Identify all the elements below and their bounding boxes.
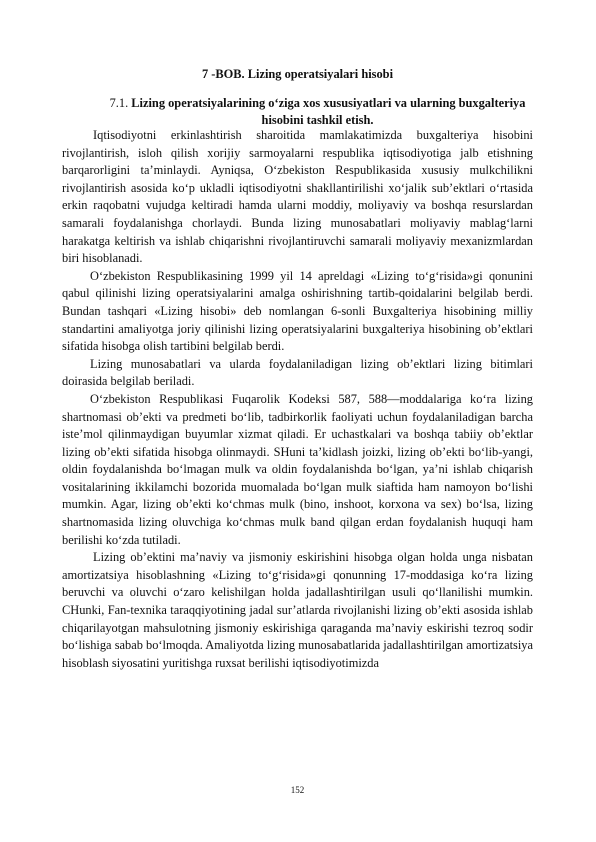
paragraph-3: Lizing munosabatlari va ularda foydalaniladigan lizing ob’ektlari lizing bitimlari doirasida belgilab beriladi. — [62, 356, 533, 389]
body-text — [62, 127, 533, 672]
section-heading — [102, 95, 533, 129]
paragraph-1: Iqtisodiyotni erkinlashtirish sharoitida mamlakatimizda buxgalteriya hisobini rivojlantirish, isloh qilish xorijiy sarmoyalarni respublika iqtisodiyotiga jalb etishning barqarorligini ta’minlaydi. Ayniqsa, O‘zbekiston Respublikasida xususiy mulkchilikni rivojlantirish asosida ko‘p ukladli iqtisodiyotni shakllantirilishi xo‘jalik sub’ektlari o‘rtasida erkin raqobatni vujudga keltiradi hamda ularni moddiy, moliyaviy va boshqa resurslardan samarali foydalanishga chorlaydi. Bunda lizing munosabatlari moliyaviy mablag‘larni harakatga keltirish va ishlab chiqarishni rivojlantiruvchi samarali moliyaviy mexanizmlardan biri hisoblanadi. — [62, 128, 533, 266]
document-page — [62, 0, 533, 842]
paragraph-5: Lizing ob’ektini ma’naviy va jismoniy eskirishini hisobga olgan holda unga nisbatan amortizatsiya hisoblashning «Lizing to‘g‘risida»gi qonunning 17-moddasiga ko‘ra lizing beruvchi va oluvchi o‘zaro kelishilgan holda jadallashtirilgan usuli qo‘llanilishi mumkin. CHunki, Fan-texnika taraqqiyotining jadal sur’atlarda rivojlanishi lizing ob’ekti asosida ishlab chiqarilayotgan mahsulotning jismoniy eskirishiga qaraganda ma’naviy eskirishi tezroq sodir bo‘lishiga sabab bo‘lmoqda. Amaliyotda lizing munosabatlarida jadallashtirilgan amortizatsiya hisoblash siyosatini yuritishga ruxsat berilishi iqtisodiyotimizda — [62, 550, 533, 670]
chapter-title: 7 -BOB. Lizing operatsiyalari hisobi — [201, 67, 394, 81]
section-number: 7.1. — [109, 96, 132, 110]
paragraph-2: O‘zbekiston Respublikasining 1999 yil 14 apreldagi «Lizing to‘g‘risida»gi qonunini qabul qilinishi lizing operatsiyalarini amalga oshirishning tartib-qoidalarini belgilab berdi. Bundan tashqari «Lizing hisobi» deb nomlangan 6-sonli Buxgalteriya hisobining milliy standartini amaliyotga joriy qilinishi lizing operatsiyalarini buxgalteriya hisobining ob’ektlari sifatida hisobga olish tartibini belgilab berdi. — [62, 268, 533, 354]
paragraph-4: O‘zbekiston Respublikasi Fuqarolik Kodeksi 587, 588—moddalariga ko‘ra lizing shartnomasi ob’ekti va predmeti bo‘lib, tadbirkorlik faoliyati uchun foydalaniladigan barcha iste’mol qilinmaydigan buyumlar xizmat qiladi. Er uchastkalari va boshqa tabiiy ob’ektlar lizing ob’ekti sifatida hisobga olinmaydi. SHuni ta’kidlash joizki, lizing ob’ekti bo‘lib-yangi, oldin foydalanishda bo‘lmagan mulk va oldin foydalanishda bo‘lgan, ya’ni ishlab chiqarish vositalarining ikkilamchi bozorida muomalada bo‘lgan mulk siaftida ham namoyon bo‘lishi mumkin. Agar, lizing ob’ekti ko‘chmas mulk (bino, inshoot, korxona va sex) bo‘lsa, lizing shartnomasida lizing oluvchiga ko‘chmas mulk band qilgan erdan foydalanish huquqi ham berilishi ko‘zda tutiladi. — [62, 391, 533, 547]
page-number: 152 — [290, 785, 305, 795]
section-title: Lizing operatsiyalarining o‘ziga xos xususiyatlari va ularning buxgalteriya hisobini tashkil etish. — [131, 96, 526, 127]
